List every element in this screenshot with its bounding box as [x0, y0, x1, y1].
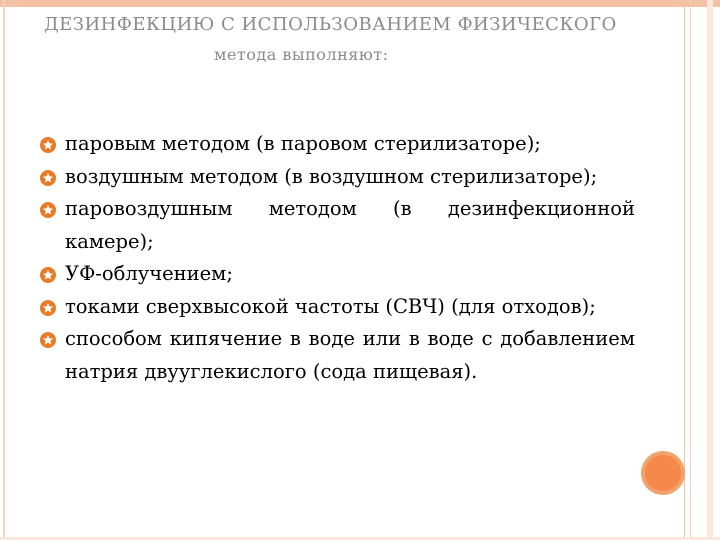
list-item [40, 323, 635, 388]
list-item-text: паровоздушным методом (в дезинфекционной камере); [65, 197, 635, 253]
slide-title-line2: метода выполняют: [214, 45, 389, 64]
list-item-text: паровым методом (в паровом стерилизаторе); [65, 132, 541, 155]
frame-top-border [0, 0, 720, 7]
frame-right-band [707, 0, 713, 540]
star-icon [40, 332, 56, 348]
star-icon [40, 202, 56, 218]
slide-title-line1: ДЕЗИНФЕКЦИЮ С ИСПОЛЬЗОВАНИЕМ ФИЗИЧЕСКОГО [44, 14, 617, 35]
list-item [40, 193, 635, 258]
star-icon [40, 170, 56, 186]
list-item-text: воздушным методом (в воздушном стерилизаторе); [65, 164, 598, 188]
list-item-text: УФ-облучением; [65, 262, 233, 285]
frame-left-border [3, 0, 5, 540]
list-item-text: способом кипячение в воде или в воде с добавлением натрия двууглекислого (сода пищевая). [65, 327, 635, 383]
list-item [40, 161, 635, 194]
slide-title [44, 10, 664, 70]
list-item [40, 291, 635, 324]
bullet-list [40, 128, 635, 388]
star-icon [40, 137, 56, 153]
star-icon [40, 267, 56, 283]
list-item [40, 128, 635, 161]
frame-right-line [684, 0, 685, 540]
decorative-circle-inner [645, 455, 681, 491]
star-icon [40, 300, 56, 316]
frame-right-line [690, 0, 691, 540]
list-item [40, 258, 635, 291]
list-item-text: токами сверхвысокой частоты (СВЧ) (для отходов); [65, 294, 596, 318]
